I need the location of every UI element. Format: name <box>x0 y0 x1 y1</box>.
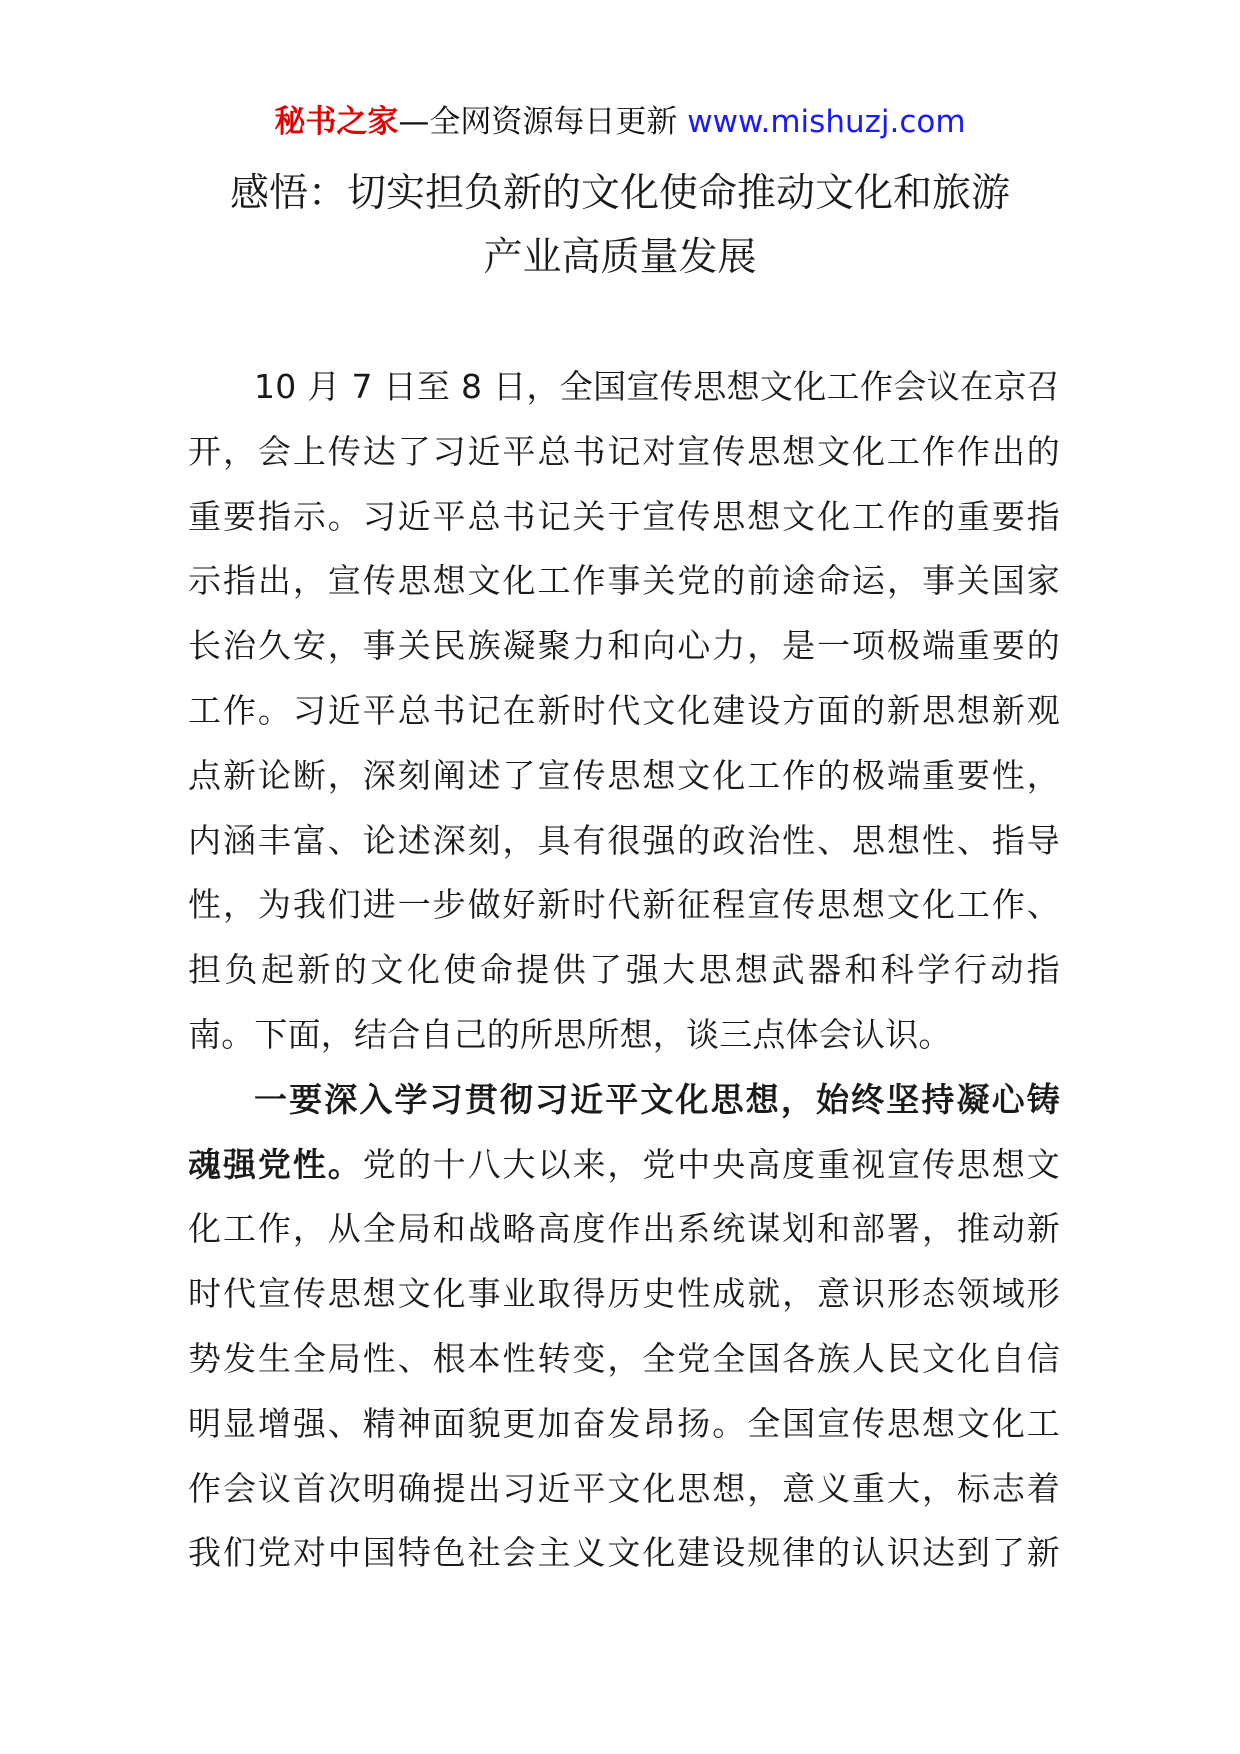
paragraph-line: 内涵丰富、论述深刻，具有很强的政治性、思想性、指导 <box>188 820 1060 860</box>
title-line-1: 感悟：切实担负新的文化使命推动文化和旅游 <box>229 171 1010 216</box>
section-heading-line <box>188 1068 1060 1133</box>
paragraph-line: 南。下面，结合自己的所思所想，谈三点体会认识。 <box>188 1014 952 1054</box>
paragraph-line: 担负起新的文化使命提供了强大思想武器和科学行动指 <box>188 950 1060 990</box>
paragraph-text: 党的十八大以来，党中央高度重视宣传思想文 <box>362 1144 1060 1184</box>
paragraph-line: 性，为我们进一步做好新时代新征程宣传思想文化工作、 <box>188 885 1060 925</box>
site-url-link[interactable]: www.mishuzj.com <box>687 104 966 140</box>
paragraph-line: 长治久安，事关民族凝聚力和向心力，是一项极端重要的 <box>188 626 1060 666</box>
brand-name: 秘书之家 <box>274 104 399 140</box>
paragraph-line: 10 月 7 日至 8 日，全国宣传思想文化工作会议在京召 <box>254 367 1060 406</box>
site-header <box>0 102 1240 142</box>
paragraph-line: 开，会上传达了习近平总书记对宣传思想文化工作作出的 <box>188 431 1060 471</box>
paragraph-line: 点新论断，深刻阐述了宣传思想文化工作的极端重要性， <box>188 755 1060 795</box>
paragraph-line: 示指出，宣传思想文化工作事关党的前途命运，事关国家 <box>188 561 1060 601</box>
header-slogan: —全网资源每日更新 <box>398 104 688 140</box>
paragraph-line: 明显增强、精神面貌更加奋发昂扬。全国宣传思想文化工 <box>188 1403 1060 1443</box>
paragraph-line: 我们党对中国特色社会主义文化建设规律的认识达到了新 <box>188 1533 1060 1573</box>
paragraph-line: 时代宣传思想文化事业取得历史性成就，意识形态领域形 <box>188 1274 1060 1314</box>
paragraph-line: 重要指示。习近平总书记关于宣传思想文化工作的重要指 <box>188 496 1060 536</box>
title-line-2: 产业高质量发展 <box>483 235 757 280</box>
paragraph-line <box>188 1133 1060 1198</box>
paragraph-line: 工作。习近平总书记在新时代文化建设方面的新思想新观 <box>188 690 1060 730</box>
paragraph-line: 势发生全局性、根本性转变，全党全国各族人民文化自信 <box>188 1338 1060 1378</box>
section-heading-text: 魂强党性。 <box>188 1144 363 1184</box>
document-title <box>150 162 1090 290</box>
paragraph-line: 作会议首次明确提出习近平文化思想，意义重大，标志着 <box>188 1468 1060 1508</box>
document-body <box>188 355 1060 1586</box>
section-heading-text: 一要深入学习贯彻习近平文化思想，始终坚持凝心铸 <box>254 1079 1060 1119</box>
paragraph-line: 化工作，从全局和战略高度作出系统谋划和部署，推动新 <box>188 1209 1060 1249</box>
